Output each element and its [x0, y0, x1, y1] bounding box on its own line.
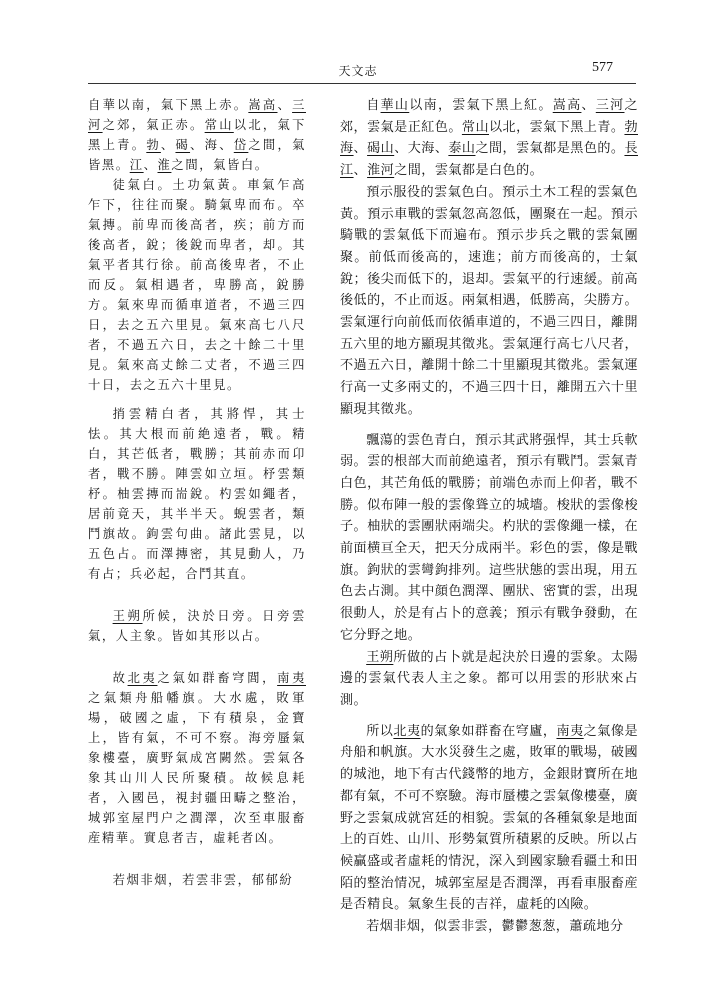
translation-paragraph-barbarian-qi: 所以北夷的氣象如群畜在穹廬，南夷之氣像是舟船和帆旗。大水災發生之處，敗軍的戰場，破國的城池，地下有古代錢幣的地方，金銀財寶所在地都有氣，不可不察驗。海市蜃樓之雲氣像樓臺，廣野之雲氣成就宮廷的相貌。雲氣的各種氣象是地面上的百姓、山川、形勢氣質所積累的反映。所以占候贏盛或者虛耗的情況，深入到國家驗看疆土和田陌的整治情况，城郭室屋是否潤澤，再看車服畜産是否精良。氣象生長的吉祥，虛耗的凶險。 — [340, 723, 638, 913]
translation-paragraph-cloud-colors: 自華山以南，雲氣下黑上紅。嵩高、三河之郊，雲氣是正紅色。常山以北，雲氣下黑上青。勃海、碣山、大海、泰山之間，雲氣都是黑色的。長江、淮河之間，雲氣都是白色的。 — [340, 98, 639, 179]
translation-paragraph-continuation: 若烟非烟，似雲非雲，鬱鬱葱葱，蕭疏地分 — [366, 919, 624, 935]
classical-paragraph-continuation: 若烟非烟，若雲非雲，郁郁紛 — [112, 873, 294, 887]
classical-paragraph-cloud-shapes: 捎雲精白者，其將悍，其士怯。其大根而前絶遠者，戰。精白，其芒低者，戰勝；其前赤而卬者，戰不勝。陣雲如立垣。杼雲類杼。柚雲摶而耑銳。杓雲如繩者，居前竟天，其半半天。蜺雲者，類鬥旗故。鉤雲句曲。諸此雲見，以五色占。而澤摶密，其見動人，乃有占；兵必起，合鬥其直。 — [88, 407, 306, 581]
classical-paragraph-military-qi: 徒氣白。土功氣黃。車氣乍高乍下，往往而聚。騎氣卑而布。卒氣摶。前卑而後高者，疾；前方而後高者，銳；後銳而卑者，却。其氣平者其行徐。前高後卑者，不止而反。氣相遇者，卑勝高，銳勝方。氣來卑而循車道者，不過三四日，去之五六里見。氣來高七八尺者，不過五六日，去之十餘二十里見。氣來高丈餘二丈者，不過三四十日，去之五六十里見。 — [88, 178, 306, 392]
translation-paragraph-military-qi: 預示服役的雲氣色白。預示土木工程的雲氣色黃。預示車戰的雲氣忽高忽低，團聚在一起。預示騎戰的雲氣低下而遍布。預示步兵之戰的雲氣團聚。前低而後高的，速進；前方而後高的，士氣銳；後尖而低下的，退却。雲氣平的行速緩。前高後低的，不止而返。兩氣相遇，低勝高，尖勝方。雲氣運行向前低而依循車道的，不過三四日，離開五六里的地方顯現其徵兆。雲氣運行高七八尺者，不過五六日，離開十餘二十里顯現其徵兆。雲氣運行高一丈多兩丈的，不過三四十日，離開五六十里顯現其徵兆。 — [340, 184, 638, 417]
running-header-title: 天文志 — [338, 64, 378, 78]
classical-paragraph-cloud-colors: 自華以南，氣下黑上赤。嵩高、三河之郊，氣正赤。常山以北，氣下黑上青。勃、碣、海、岱之間，氣皆黑。江、淮之間，氣皆白。 — [88, 98, 306, 172]
translation-paragraph-wang-shuo: 王朔所做的占卜就是起決於日邊的雲象。太陽邊的雲氣代表人主之象。都可以用雲的形狀來占測。 — [340, 649, 638, 708]
translation-paragraph-cloud-shapes: 飄蕩的雲色青白，預示其武將强悍，其士兵軟弱。雲的根部大而前絶遠者，預示有戰鬥。雲氣青白色，其芒角低的戰勝；前端色赤而上仰者，戰不勝。似布陣一般的雲像聳立的城墻。梭狀的雲像梭子。柚狀的雲團狀兩端尖。杓狀的雲像繩一樣，在前面横亘全天，把天分成兩半。彩色的雲，像是戰旗。鉤狀的雲彎鉤排列。這些狀態的雲出現，用五色去占測。其中顔色潤澤、團狀、密實的雲，出現很動人，於是有占卜的意義；預示有戰争發動，在它分野之地。 — [340, 432, 638, 643]
classical-text-column — [88, 95, 306, 890]
classical-paragraph-barbarian-qi: 故北夷之氣如群畜穹閭，南夷之氣類舟船幡旗。大水處，敗軍場，破國之虛，下有積泉，金寶上，皆有氣，不可不察。海旁蜃氣象樓臺，廣野氣成宮闕然。雲氣各象其山川人民所聚積。故候息耗者，入國邑，視封疆田疇之整治，城郭室屋門户之潤澤，次至車服畜産精華。實息者吉，虛耗者凶。 — [88, 671, 306, 845]
classical-paragraph-wang-shuo: 王朔所候，決於日旁。日旁雲氣，人主象。皆如其形以占。 — [88, 609, 306, 643]
header-rule — [88, 83, 636, 84]
translation-column — [340, 95, 638, 938]
page-number: 577 — [592, 60, 613, 75]
